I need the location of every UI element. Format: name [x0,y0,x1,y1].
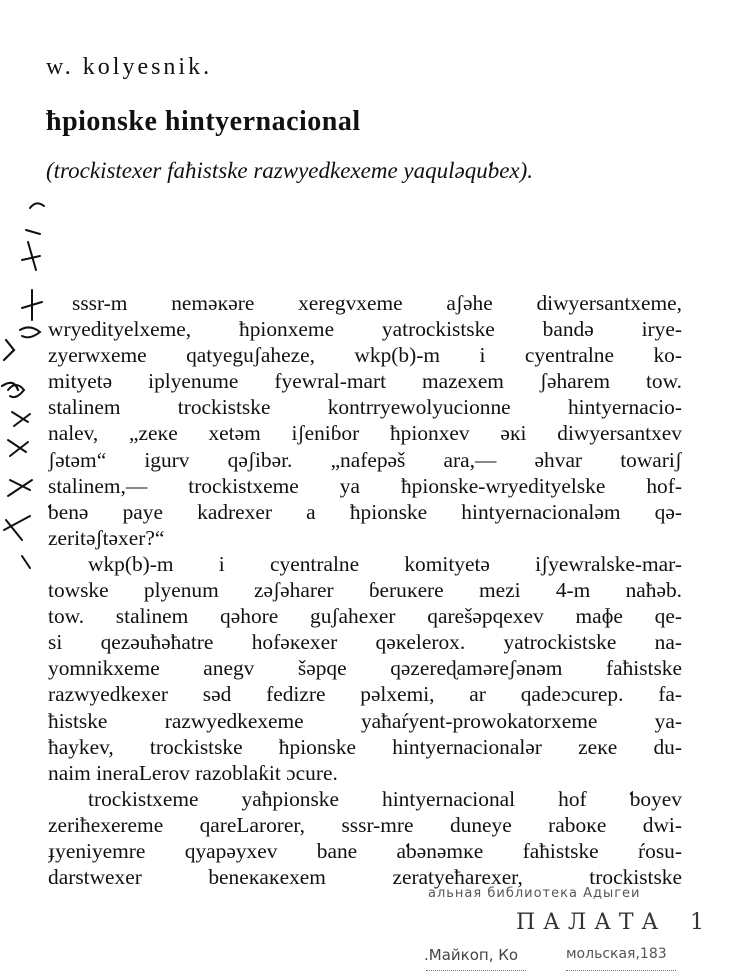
body-text [48,290,682,890]
text-line: tow. stalinem qəhore guʃahexer qarešəpqexev maɸe qe- [48,604,682,629]
text-line: trockistxeme yaħpionske hintyernacional hof ƅoyev [88,786,682,811]
stamp-library-name: альная библиотека Адыгеи [428,886,641,901]
text-line: ɟyeniyemre qyapəyxev bane aƅənəmĸe faħistske ŕosu- [48,838,682,863]
text-line: towske plyenum zəʃəharer ɓeruĸere mezi 4-m naħəb. [48,578,682,603]
text-line: ƅenə paye kadrexer a ħpionske hintyernacionaləm qə- [48,499,682,524]
text-line: wryedityelxeme, ħpionxeme yatrockistske bandə irye- [48,317,682,342]
text-line: razwyedkexer səd fedizre pəlxemi, ar qadeɔcurep. fa- [48,682,682,707]
stamp-city: .Майкоп, Ко [424,946,519,964]
stamp-rule [426,970,526,971]
text-line: stalinem trockistske kontrryewolyucionne hintyernacio- [48,395,682,420]
text-line: stalinem,— trockistxeme ya ħpionske-wryedityelske hof- [48,473,682,498]
text-line: yomnikxeme anegv šəpqe qəzereɖaməreʃənəm faħistske [48,656,682,681]
author-name: w. kolyesnik. [46,54,213,80]
text-line: zyerwxeme qatyeguʃaheze, wkp(b)-m i cyentralne ko- [48,343,682,368]
stamp-rule [566,970,676,971]
text-line: si qezəuħəħatre hofəĸexer qəĸelerox. yatrockistske na- [48,630,682,655]
text-line: mityetə iplyenume fyewral-mart mazexem ʃəharem tow. [48,369,682,394]
document-subtitle: (trockistexer faħistske razwyedkexeme yaquləquƅex). [46,158,534,183]
text-line: sssr-m neməĸəre xeregvxeme aʃəhe diwyersantxeme, [72,291,682,315]
text-line: wkp(b)-m i cyentralne komityetə iʃyewralske-mar- [88,551,682,576]
stamp-chamber-label: ПАЛАТА [516,910,667,935]
text-line: ħaykev, trockistske ħpionske hintyernacionalər zeĸe du- [48,734,682,759]
text-line: zeritəʃtəxer?“ [48,525,165,550]
text-line: nalev, „zeĸe xetəm iʃeniɓor ħpionxev əĸi diwyersantxev [48,421,682,446]
stamp-address: мольская,183 [566,946,667,962]
document-title: ħpionske hintyernacional [46,106,361,137]
text-line: ħistske razwyedkexeme yaħaŕyent-prowokatorxeme ya- [48,708,682,733]
text-line: naim ineraLerov razoblaƙit ɔcure. [48,760,338,785]
text-line: zeriħexereme qareLarorer, sssr-mre duneye raboĸe dwi- [48,812,682,837]
text-line: ʃətəm“ igurv qəʃibər. „nafepəš ara,— əhvar towariʃ [48,447,682,472]
text-line: darstwexer beneĸaĸexem zeratyeħarexer, trockistske [48,865,682,890]
stamp-number: 1 [690,910,704,935]
library-stamp [420,880,710,976]
handwritten-margin-notes [0,190,48,570]
